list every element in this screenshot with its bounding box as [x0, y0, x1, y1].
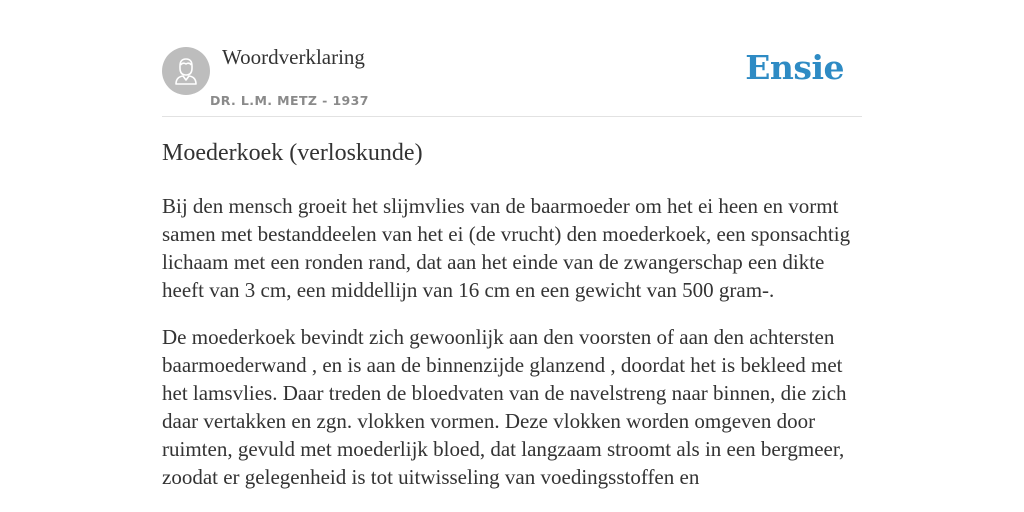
- entry-title: Moederkoek (verloskunde): [162, 140, 423, 166]
- source-author: DR. L.M. METZ - 1937: [210, 93, 369, 108]
- entry-paragraph: Bij den mensch groeit het slijmvlies van de baarmoeder om het ei heen en vormt samen met bestanddeelen van het ei (de vrucht) den moederkoek, een sponsachtig lichaam met een ronden rand, dat aan het einde van de zwangerschap een dikte heeft van 3 cm, een middellijn van 16 cm en een gewicht van 500 gram-.: [162, 194, 851, 302]
- entry-header: [162, 0, 862, 117]
- entry-card: [162, 0, 862, 489]
- avatar[interactable]: [162, 47, 210, 95]
- source-title[interactable]: Woordverklaring: [222, 45, 365, 69]
- user-icon: [162, 47, 210, 95]
- entry-paragraph: De moederkoek bevindt zich gewoonlijk aan den voorsten of aan den achtersten baarmoederwand , en is aan de binnenzijde glanzend , doordat het is bekleed met het lamsvlies. Daar treden de bloedvaten van de navelstreng naar binnen, die zich daar vertakken en zgn. vlokken vormen. Deze vlokken worden omgeven door ruimten, gevuld met moederlijk bloed, dat langzaam stroomt als in een bergmeer, zoodat er gelegenheid is tot uitwisseling van voedingsstoffen en: [162, 325, 847, 489]
- ensie-logo[interactable]: Ensie: [745, 48, 844, 87]
- entry-body: [162, 192, 862, 510]
